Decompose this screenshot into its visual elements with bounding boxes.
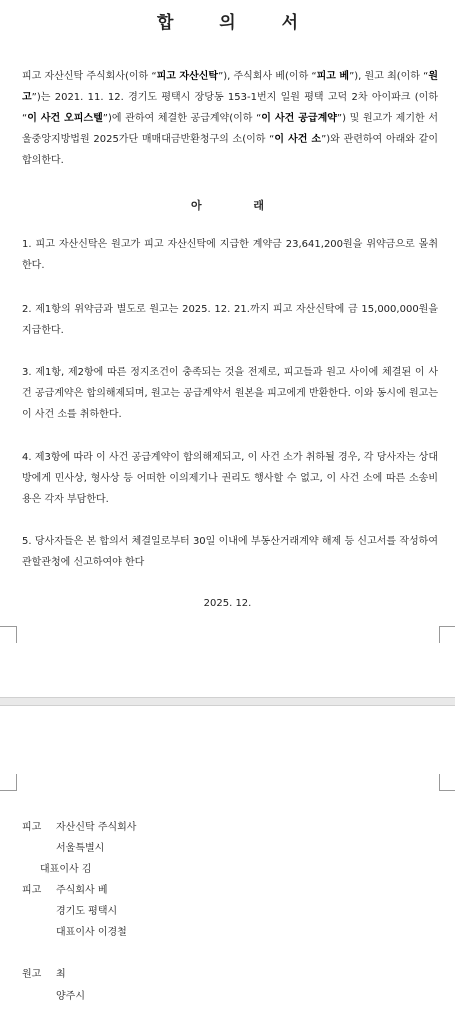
intro-bold-term: 피고 자산신탁 <box>156 71 219 82</box>
section-heading: 아 래 <box>190 199 289 212</box>
intro-text: ”) 및 원고가 제기한 서울중앙지방법원 2025가단 매매대금반환청구의 소(이하 “ <box>22 113 439 145</box>
intro-text: ”)는 2021. 11. 12. 경기도 평택시 장당동 153-1번지 일원 평택 고덕 2차 아이파크 (이하 “ <box>22 92 438 124</box>
clause-5: 5. 당사자들은 본 합의서 체결일로부터 30일 이내에 부동산거래계약 해제 등 신고서를 작성하여 관할관청에 신고하여야 한다 <box>22 536 438 568</box>
page-margin-marker <box>0 626 17 643</box>
intro-bold-term: 원고 <box>22 71 438 103</box>
defendant2-representative: 대표이사 이경철 <box>56 927 127 938</box>
intro-paragraph <box>22 66 438 171</box>
party-role: 피고 <box>22 822 42 833</box>
intro-bold-term: 이 사건 소 <box>274 134 322 145</box>
agreement-date: 2025. 12. <box>203 598 252 609</box>
intro-text: ”), 주식회사 베(이하 “ <box>218 71 317 82</box>
intro-text: ”)에 관하여 체결한 공급계약(이하 “ <box>102 113 262 124</box>
defendant1-line <box>22 818 136 833</box>
party-role: 원고 <box>22 969 42 980</box>
intro-text: 피고 자산신탁 주식회사(이하 “ <box>22 71 157 82</box>
page-margin-marker <box>0 774 17 791</box>
clause-1: 1. 피고 자산신탁은 원고가 피고 자산신탁에 지급한 계약금 23,641,200원을 위약금으로 몰취한다. <box>22 239 438 271</box>
document-title: 합 의 서 <box>156 13 319 33</box>
party-name: 최 <box>56 969 66 980</box>
intro-bold-term: 이 사건 공급계약 <box>261 113 337 124</box>
intro-text: ”), 원고 최(이하 “ <box>349 71 429 82</box>
defendant1-representative: 대표이사 김 <box>40 864 92 875</box>
intro-text: ”)와 관련하여 아래와 같이 합의한다. <box>22 134 438 166</box>
party-name: 주식회사 베 <box>56 885 108 896</box>
party-name: 자산신탁 주식회사 <box>56 822 137 833</box>
intro-bold-term: 피고 베 <box>316 71 350 82</box>
intro-bold-term: 이 사건 오피스텔 <box>27 113 103 124</box>
clause-4: 4. 제3항에 따라 이 사건 공급계약이 합의해제되고, 이 사건 소가 취하될 경우, 각 당사자는 상대방에게 민사상, 형사상 등 어떠한 이의제기나 권리도 행사할 수 없고, 이 사건 소에 따른 소송비용은 각자 부담한다. <box>22 452 438 505</box>
plaintiff-line <box>22 965 66 980</box>
clause-3: 3. 제1항, 제2항에 따른 정지조건이 충족되는 것을 전제로, 피고들과 원고 사이에 체결된 이 사건 공급계약은 합의해제되며, 원고는 공급계약서 원본을 피고에게 반환한다. 이와 동시에 원고는 이 사건 소를 취하한다. <box>22 367 438 420</box>
defendant2-address: 경기도 평택시 <box>56 906 118 917</box>
defendant2-line <box>22 881 107 896</box>
page-separator <box>0 697 455 706</box>
page-margin-marker <box>439 774 455 791</box>
defendant1-address: 서울특별시 <box>56 843 105 854</box>
clause-2: 2. 제1항의 위약금과 별도로 원고는 2025. 12. 21.까지 피고 자산신탁에 금 15,000,000원을 지급한다. <box>22 304 438 336</box>
plaintiff-address: 양주시 <box>56 991 85 1002</box>
party-role: 피고 <box>22 885 42 896</box>
page-margin-marker <box>439 626 455 643</box>
